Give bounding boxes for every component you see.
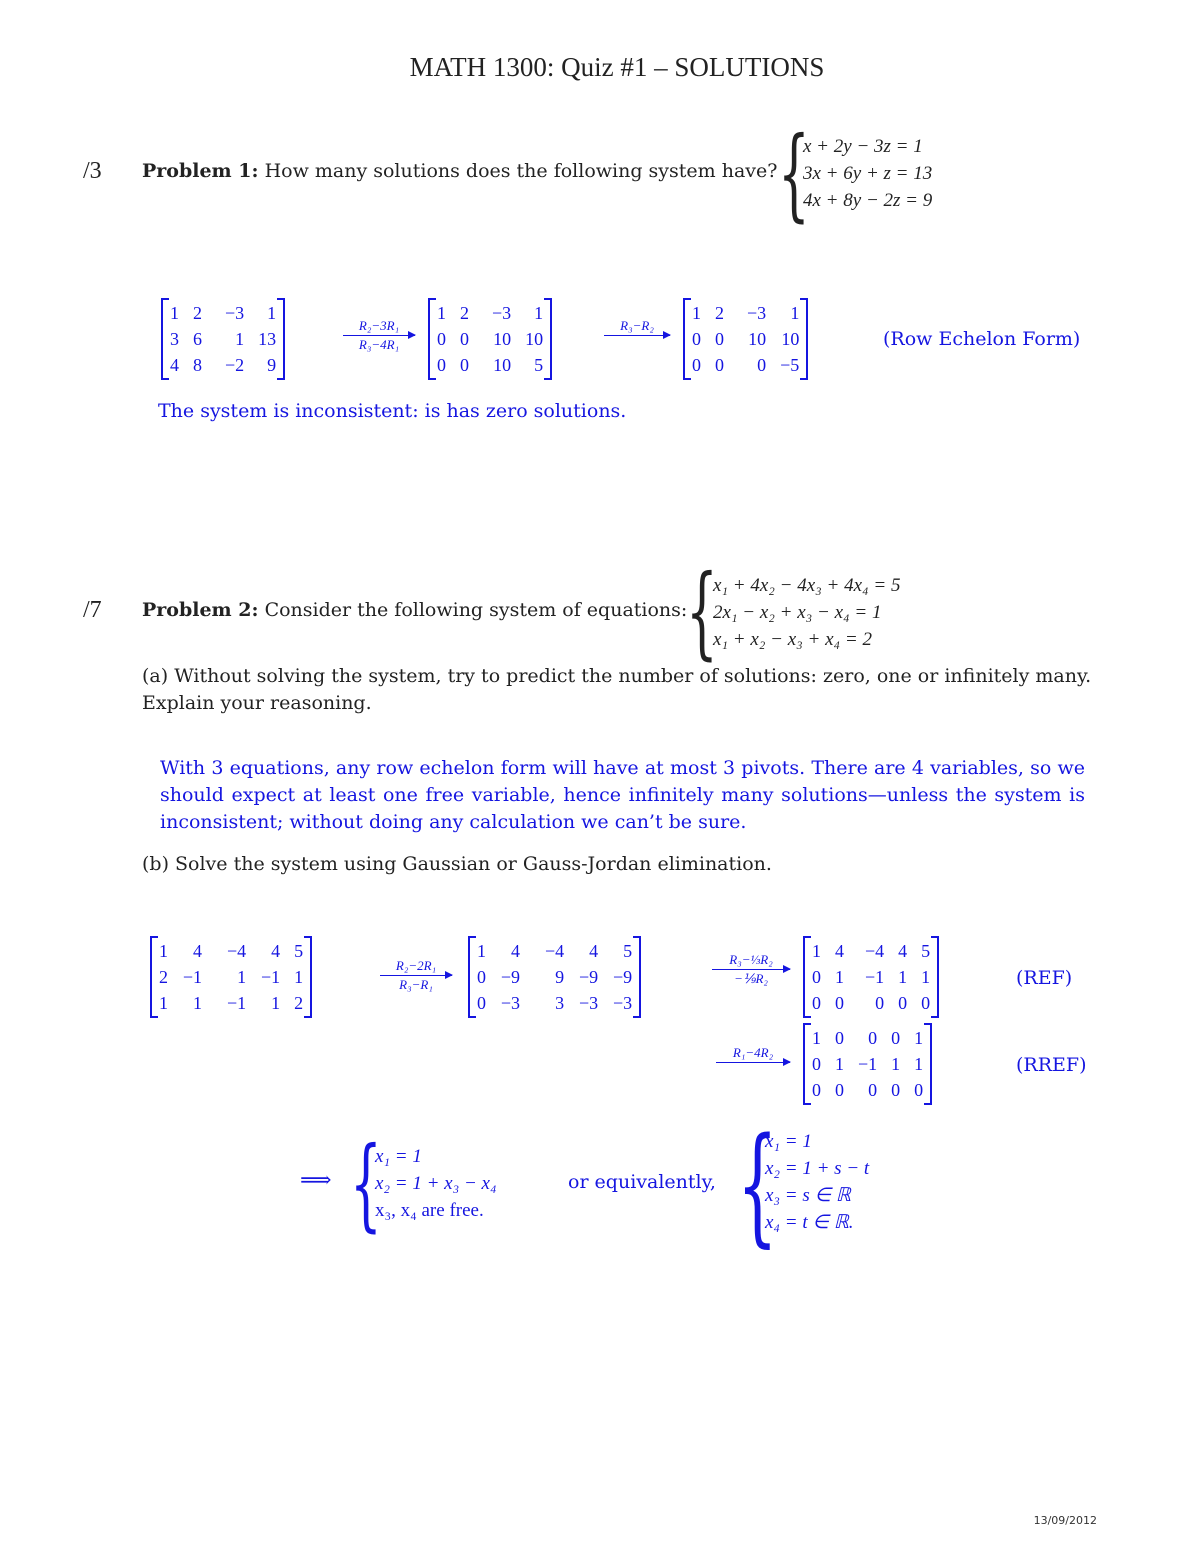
matrix-entry: −2 [225,355,245,375]
ref-label: (Row Echelon Form) [883,328,1081,350]
solution-line: x₁ = 1 [765,1131,812,1152]
matrix-entry: 4 [193,941,202,961]
matrix-ref [683,300,808,378]
problem-1-question: How many solutions does the following system have? [264,160,778,182]
equation: x + 2y − 3z = 1 [803,136,923,157]
row-op-label: R₂−3R₁ [358,318,400,333]
matrix-entry: 0 [460,329,469,349]
problem-1-system-brace: { [778,115,810,232]
matrix-entry: 0 [835,993,844,1013]
matrix-entry: 0 [715,329,724,349]
problem-2-system-brace: { [686,553,718,670]
rref-label: (RREF) [1016,1054,1087,1076]
equation: 4x + 8y − 2z = 9 [803,190,933,211]
matrix-entry: −3 [747,303,767,323]
footer-date: 13/09/2012 [1033,1514,1097,1527]
matrix-entry: −3 [492,303,512,323]
matrix-entry: 0 [692,329,701,349]
matrix-entry: −3 [579,993,599,1013]
matrix-entry: −4 [545,941,565,961]
matrix-entry: −9 [579,967,599,987]
matrix-entry: 0 [437,329,446,349]
solution-line: x₂ = 1 + x₃ − x₄ [375,1173,497,1194]
matrix-entry: 1 [914,1054,924,1074]
equation: x₁ + x₂ − x₃ + x₄ = 2 [713,629,872,650]
matrix-entry: −1 [858,1054,878,1074]
ref-label: (REF) [1016,967,1073,989]
matrix-entry: 2 [193,303,202,323]
matrix-entry: 0 [692,355,701,375]
matrix-entry: −4 [865,941,885,961]
matrix-entry: 10 [781,329,800,349]
problem-1-answer: The system is inconsistent: is has zero solutions. [158,400,627,422]
matrix-entry: 1 [437,303,446,323]
matrix-entry: 5 [534,355,544,375]
problem-2-statement [142,599,687,621]
matrix-entry: 5 [294,941,304,961]
row-op-arrow-1 [343,318,415,353]
matrix-entry: −1 [865,967,885,987]
matrix-entry: 2 [715,303,724,323]
matrix-entry: 10 [525,329,544,349]
matrix-entry: 4 [835,941,844,961]
matrix-entry: 1 [271,993,281,1013]
matrix-entry: 2 [460,303,469,323]
part-a-answer: With 3 equations, any row echelon form will have at most 3 pivots. There are 4 variables, so we should expect at least one free variable, hence infinitely many solutions—unless the system is inconsistent; without doing any calculation we can’t be sure. [160,757,1085,833]
row-op-arrow-3 [716,1045,790,1064]
matrix-entry: 10 [493,355,512,375]
matrix-entry: 1 [692,303,701,323]
problem-1-points: /3 [83,158,102,184]
row-op-label: R₁−4R₂ [732,1045,774,1060]
matrix-entry: 1 [914,1028,924,1048]
matrix-entry: −4 [227,941,247,961]
matrix-entry: 4 [271,941,281,961]
page-title: MATH 1300: Quiz #1 – SOLUTIONS [409,52,825,82]
matrix-entry: 4 [898,941,908,961]
matrix-entry: 10 [748,329,767,349]
row-op-label: −⅑R₂ [734,971,768,986]
matrix-entry: −1 [227,993,247,1013]
matrix-entry: 0 [460,355,469,375]
row-op-label: R₂−2R₁ [395,958,437,973]
matrix-entry: 0 [898,993,908,1013]
matrix-entry: 1 [237,967,247,987]
matrix-entry: 1 [921,967,931,987]
matrix-entry: 0 [812,993,821,1013]
matrix-entry: 0 [835,1080,844,1100]
matrix-entry: −3 [500,993,520,1013]
matrix-entry: 0 [757,355,767,375]
matrix-entry: 1 [267,303,277,323]
problem-1-label: Problem 1: [142,160,259,182]
matrix-entry: 0 [921,993,931,1013]
matrix-entry: 0 [891,1028,901,1048]
matrix-entry: 0 [891,1080,901,1100]
matrix-rref [803,1025,932,1103]
matrix-entry: 1 [534,303,544,323]
matrix-entry: 0 [875,993,885,1013]
equation: x₁ + 4x₂ − 4x₃ + 4x₄ = 5 [713,575,901,596]
matrix-entry: 0 [812,1054,821,1074]
matrix-entry: 0 [812,967,821,987]
row-op-label: R₃−⅓R₂ [729,952,773,967]
matrix-entry: 1 [898,967,908,987]
matrix-augmented [150,938,312,1016]
matrix-entry: −9 [613,967,633,987]
solution-brace: { [350,1125,382,1242]
row-op-arrow-2 [712,952,790,987]
matrix-entry: 1 [159,993,168,1013]
parametric-brace: { [737,1111,778,1260]
solution-line: x₃ = s ∈ ℝ [765,1185,851,1206]
matrix-entry: −3 [613,993,633,1013]
row-op-label: R₃−R₂ [620,318,654,333]
matrix-entry: −1 [261,967,281,987]
part-a-question: (a) Without solving the system, try to predict the number of solutions: zero, one or infinitely many. Explain your reasoning. [142,665,1092,714]
matrix-entry: 2 [159,967,168,987]
matrix-entry: 1 [891,1054,901,1074]
matrix-entry: 4 [170,355,179,375]
row-op-label: R₃−4R₁ [358,337,400,352]
solution-line: x₂ = 1 + s − t [765,1158,870,1179]
matrix-entry: 6 [193,329,202,349]
row-op-label: R₃−R₁ [399,977,433,992]
matrix-entry: 0 [868,1080,878,1100]
matrix-entry: 1 [235,329,245,349]
row-op-arrow-1 [380,958,452,993]
matrix-entry: 1 [835,1054,844,1074]
matrix-entry: 2 [294,993,304,1013]
matrix-entry: 1 [477,941,486,961]
part-b-question: (b) Solve the system using Gaussian or Gauss-Jordan elimination. [142,853,772,875]
matrix-entry: 1 [170,303,179,323]
matrix-entry: 0 [812,1080,821,1100]
matrix-entry: 5 [921,941,931,961]
matrix-entry: −9 [500,967,520,987]
problem-2-question: Consider the following system of equations: [264,599,688,621]
or-equivalently: or equivalently, [568,1171,716,1193]
matrix-entry: 0 [868,1028,878,1048]
matrix-augmented [161,300,285,378]
matrix-entry: 0 [437,355,446,375]
matrix-entry: 8 [193,355,202,375]
matrix-entry: 1 [294,967,304,987]
matrix-entry: −5 [780,355,800,375]
matrix-entry: 10 [493,329,512,349]
matrix-entry: 0 [914,1080,924,1100]
matrix-entry: 3 [170,329,179,349]
matrix-entry: 9 [555,967,565,987]
problem-2-label: Problem 2: [142,599,259,621]
matrix-ref [803,938,939,1016]
matrix-entry: 5 [623,941,633,961]
matrix-entry: 1 [812,941,821,961]
solution-line: x₃, x₄ are free. [375,1200,484,1221]
equation: 3x + 6y + z = 13 [803,163,933,184]
matrix-entry: 1 [835,967,844,987]
problem-1-statement [142,160,777,182]
solution-line: x₄ = t ∈ ℝ. [765,1212,854,1233]
solution-general [375,1143,497,1224]
matrix-entry: 1 [193,993,202,1013]
matrix-entry: 3 [555,993,565,1013]
solution-line: x₁ = 1 [375,1146,422,1167]
matrix-entry: 0 [477,993,486,1013]
matrix-entry: −3 [225,303,245,323]
matrix-entry: 0 [835,1028,844,1048]
implies-symbol: ⟹ [300,1168,332,1193]
matrix-step-1 [468,938,641,1016]
problem-1-system [803,133,932,214]
row-op-arrow-2 [604,318,670,337]
solution-parametric [765,1128,869,1236]
problem-2-system [713,572,900,653]
matrix-entry: 9 [267,355,277,375]
matrix-entry: 13 [258,329,277,349]
matrix-entry: 1 [790,303,800,323]
matrix-entry: 4 [589,941,599,961]
matrix-entry: 1 [159,941,168,961]
matrix-entry: 0 [477,967,486,987]
matrix-step-1 [428,300,552,378]
matrix-entry: 0 [715,355,724,375]
matrix-entry: −1 [182,967,202,987]
problem-2-points: /7 [83,597,102,623]
matrix-entry: 1 [812,1028,821,1048]
equation: 2x₁ − x₂ + x₃ − x₄ = 1 [713,602,882,623]
matrix-entry: 4 [511,941,520,961]
